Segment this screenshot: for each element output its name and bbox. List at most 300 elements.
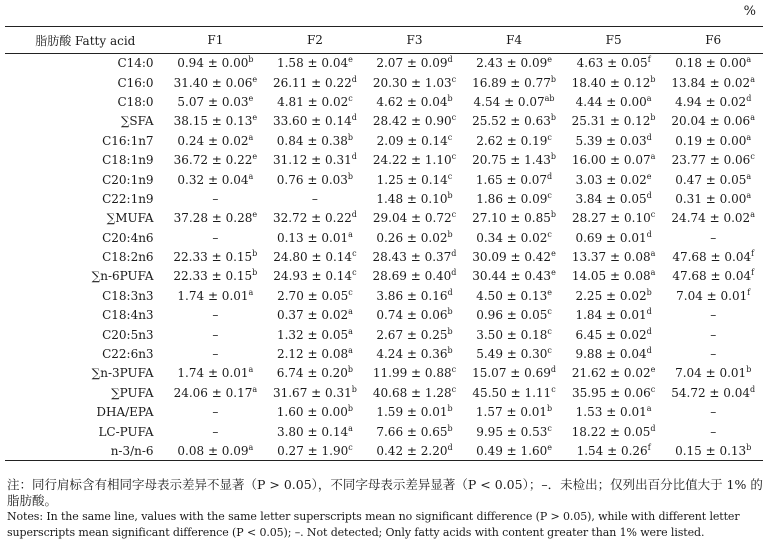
table-cell [265,267,365,286]
cell-value: 45.50 ± 1.11 [472,385,552,400]
cell-value: 4.50 ± 0.13 [476,288,548,303]
significance-letter: b [351,384,357,394]
significance-letter: b [347,404,354,414]
row-label: ∑MUFA [106,211,154,226]
cell-value: – [212,405,219,420]
cell-value: 0.96 ± 0.05 [476,308,548,323]
table-cell [464,209,564,228]
table-cell [166,306,266,325]
table-cell [265,92,365,111]
column-header: F2 [265,27,365,54]
significance-letter: c [547,423,552,433]
significance-letter: a [248,365,254,375]
column-header: F5 [564,27,664,54]
cell-value: 54.72 ± 0.04 [671,385,751,400]
significance-letter: b [252,268,258,278]
significance-letter: d [746,93,752,103]
cell-value: 2.07 ± 0.09 [376,56,448,71]
significance-letter: c [348,93,353,103]
table-cell [564,73,664,92]
cell-value: 0.49 ± 1.60 [476,443,548,458]
table-cell [464,112,564,131]
table-cell [365,344,465,363]
significance-letter: b [447,190,453,200]
cell-value: 15.07 ± 0.69 [472,366,551,381]
cell-value: 6.45 ± 0.02 [575,327,647,342]
table-cell [265,131,365,150]
table-cell [564,441,664,460]
cell-value: 22.33 ± 0.15 [173,250,253,265]
significance-letter: b [347,365,354,375]
significance-letter: e [252,152,258,162]
table-cell [365,189,465,208]
significance-letter: c [547,346,552,356]
table-cell [166,54,266,73]
significance-letter: c [551,384,556,394]
cell-value: – [212,308,219,323]
cell-value: – [212,327,219,342]
significance-letter: c [352,249,357,259]
row-label: C16:0 [117,75,154,90]
table-row [5,344,763,363]
significance-letter: b [447,307,453,317]
table-cell [564,150,664,169]
table-row [5,131,763,150]
table-cell [663,228,763,247]
significance-letter: d [451,249,457,259]
significance-letter: c [447,171,453,181]
significance-letter: a [746,171,752,181]
significance-letter: c [547,132,552,142]
significance-letter: c [451,152,457,162]
table-cell [265,344,365,363]
table-cell [365,54,465,73]
table-cell [166,209,266,228]
cell-value: 1.59 ± 0.01 [376,405,448,420]
cell-value: – [710,308,717,323]
table-cell [564,325,664,344]
cell-value: 29.04 ± 0.72 [372,211,452,226]
table-cell [663,267,763,286]
significance-letter: b [550,210,556,220]
cell-value: 18.40 ± 0.12 [571,75,651,90]
table-cell [166,131,266,150]
cell-value: 3.84 ± 0.05 [575,191,647,206]
significance-letter: e [646,171,652,181]
cell-value: 31.40 ± 0.06 [173,75,253,90]
note-english: Notes: In the same line, values with the same letter superscripts mean no significant difference (P > 0.05), while with different letter superscripts mean significant difference (P < 0.05); –. Not detected; Only fatty acids with content greater than 1% were listed. [7,510,740,539]
cell-value: – [311,191,318,206]
significance-letter: b [252,249,258,259]
table-cell [663,170,763,189]
significance-letter: d [646,190,652,200]
significance-letter: d [447,442,453,452]
significance-letter: b [547,404,553,414]
table-cell [564,403,664,422]
significance-letter: a [252,384,258,394]
cell-value: 0.34 ± 0.02 [476,230,548,245]
cell-value: 47.68 ± 0.04 [672,250,752,265]
table-cell [564,383,664,402]
table-notes [7,477,765,541]
cell-value: 0.94 ± 0.00 [177,56,249,71]
cell-value: 9.95 ± 0.53 [476,424,548,439]
significance-letter: e [547,287,552,297]
table-cell [265,383,365,402]
table-row [5,189,763,208]
table-cell [265,306,365,325]
cell-value: – [710,424,717,439]
cell-value: 1.74 ± 0.01 [177,288,249,303]
table-cell [166,189,266,208]
significance-letter: d [451,268,457,278]
table-cell [365,441,465,460]
cell-value: 24.93 ± 0.14 [273,269,353,284]
table-cell [166,228,266,247]
table-cell [265,170,365,189]
table-cell [166,247,266,266]
cell-value: 2.67 ± 0.25 [376,327,448,342]
table-row [5,267,763,286]
table-cell [166,422,266,441]
significance-letter: d [646,307,652,317]
table-cell [663,325,763,344]
table-cell [166,170,266,189]
significance-letter: c [451,384,457,394]
significance-letter: c [451,113,457,123]
cell-value: 0.26 ± 0.02 [376,230,448,245]
table-row [5,112,763,131]
table-row [5,383,763,402]
note-chinese: 注：同行肩标含有相同字母表示差异不显著（P > 0.05），不同字母表示差异显著（P < 0.05）；–．未检出；仅列出百分比值大于 1% 的脂肪酸。 [7,477,763,508]
table-cell [564,364,664,383]
table-cell [663,344,763,363]
row-label: ∑n-3PUFA [91,366,154,381]
table-cell [365,286,465,305]
table-cell [564,170,664,189]
significance-letter: e [252,210,258,220]
table-cell [564,286,664,305]
significance-letter: a [248,287,254,297]
table-cell [663,189,763,208]
table-cell [166,267,266,286]
cell-value: 1.74 ± 0.01 [177,366,249,381]
unit-label: % [743,4,756,19]
significance-letter: b [447,404,453,414]
table-header-row [5,27,763,54]
significance-letter: a [348,326,353,336]
cell-value: 4.81 ± 0.02 [277,94,349,109]
table-cell [166,364,266,383]
table-cell [166,92,266,111]
cell-value: 1.57 ± 0.01 [475,405,548,420]
cell-value: 4.62 ± 0.04 [376,94,448,109]
table-cell [464,189,564,208]
cell-value: 0.31 ± 0.00 [675,191,747,206]
cell-value: – [212,191,219,206]
table-cell [464,383,564,402]
significance-letter: a [348,423,353,433]
cell-value: 5.49 ± 0.30 [476,347,548,362]
significance-letter: ab [544,93,555,103]
table-cell [464,228,564,247]
cell-value: 4.63 ± 0.05 [576,56,648,71]
cell-value: 28.27 ± 0.10 [571,211,651,226]
cell-value: 0.24 ± 0.02 [177,133,249,148]
table-cell [464,92,564,111]
table-row [5,364,763,383]
significance-letter: b [746,365,752,375]
cell-value: 4.94 ± 0.02 [675,94,747,109]
significance-letter: e [248,93,254,103]
table-cell [663,209,763,228]
row-label: C22:6n3 [102,347,154,362]
significance-letter: c [547,326,552,336]
fatty-acid-table [5,26,763,461]
significance-letter: d [646,132,652,142]
significance-letter: a [650,268,656,278]
cell-value: 31.12 ± 0.31 [272,153,352,168]
cell-value: 2.62 ± 0.19 [476,133,548,148]
significance-letter: d [351,152,357,162]
cell-value: 24.22 ± 1.10 [372,153,452,168]
table-cell [365,403,465,422]
cell-value: 1.86 ± 0.09 [476,191,548,206]
cell-value: 23.77 ± 0.06 [671,153,751,168]
cell-value: 2.12 ± 0.08 [276,347,349,362]
cell-value: – [212,230,219,245]
cell-value: 1.32 ± 0.05 [276,327,349,342]
significance-letter: c [547,307,552,317]
table-cell [663,92,763,111]
table-cell [365,112,465,131]
table-cell [663,131,763,150]
cell-value: 0.69 ± 0.01 [575,230,647,245]
table-cell [166,403,266,422]
significance-letter: c [650,210,656,220]
table-cell [365,73,465,92]
significance-letter: b [347,171,354,181]
significance-letter: e [551,268,556,278]
cell-value: 16.89 ± 0.77 [472,75,551,90]
table-cell [464,306,564,325]
cell-value: 28.69 ± 0.40 [372,269,452,284]
row-label: C18:4n3 [102,308,154,323]
table-cell [365,306,465,325]
significance-letter: d [447,55,453,65]
table-cell [166,441,266,460]
table-cell [464,131,564,150]
significance-letter: c [348,442,353,452]
table-row [5,228,763,247]
significance-letter: a [746,55,752,65]
table-cell [663,286,763,305]
row-label: C18:0 [117,94,154,109]
table-cell [265,441,365,460]
table-cell [464,247,564,266]
table-cell [663,422,763,441]
table-row [5,306,763,325]
significance-letter: d [447,287,453,297]
significance-letter: d [547,171,553,181]
significance-letter: c [451,210,457,220]
cell-value: 18.22 ± 0.05 [571,424,651,439]
significance-letter: a [348,346,353,356]
table-cell [166,383,266,402]
significance-letter: a [348,229,353,239]
table-cell [464,441,564,460]
significance-letter: a [750,210,755,220]
table-cell [365,325,465,344]
table-cell [464,73,564,92]
significance-letter: e [650,365,656,375]
significance-letter: b [447,93,453,103]
significance-letter: e [547,55,552,65]
table-row [5,170,763,189]
cell-value: 2.43 ± 0.09 [476,56,548,71]
significance-letter: b [650,113,656,123]
cell-value: 0.08 ± 0.09 [177,443,249,458]
table-cell [265,403,365,422]
cell-value: 3.03 ± 0.02 [575,172,647,187]
significance-letter: f [647,442,651,452]
significance-letter: b [447,229,453,239]
cell-value: 25.31 ± 0.12 [571,114,651,129]
cell-value: 0.32 ± 0.04 [177,172,249,187]
cell-value: 31.67 ± 0.31 [272,385,352,400]
table-cell [564,247,664,266]
table-cell [663,150,763,169]
cell-value: 30.09 ± 0.42 [472,250,552,265]
cell-value: 37.28 ± 0.28 [173,211,253,226]
cell-value: 0.18 ± 0.00 [675,56,747,71]
cell-value: 3.86 ± 0.16 [376,288,448,303]
significance-letter: b [447,346,453,356]
significance-letter: f [751,249,755,259]
table-row [5,209,763,228]
cell-value: – [212,424,219,439]
table-cell [663,364,763,383]
significance-letter: b [447,423,453,433]
cell-value: 1.65 ± 0.07 [475,172,548,187]
cell-value: 20.30 ± 1.03 [372,75,452,90]
table-row [5,422,763,441]
significance-letter: a [646,93,652,103]
table-cell [464,170,564,189]
row-label: C14:0 [117,56,154,71]
cell-value: 1.48 ± 0.10 [376,191,448,206]
significance-letter: b [550,113,556,123]
table-row [5,150,763,169]
table-body [5,54,763,461]
table-cell [564,131,664,150]
table-cell [365,131,465,150]
significance-letter: c [352,268,357,278]
table-cell [365,247,465,266]
cell-value: – [710,230,717,245]
cell-value: 5.07 ± 0.03 [177,94,249,109]
cell-value: – [710,405,717,420]
cell-value: 25.52 ± 0.63 [472,114,551,129]
table-cell [166,325,266,344]
table-row [5,54,763,73]
significance-letter: d [351,74,357,84]
cell-value: 24.74 ± 0.02 [671,211,751,226]
significance-letter: a [750,113,755,123]
cell-value: 0.84 ± 0.38 [276,133,348,148]
cell-value: – [710,327,717,342]
cell-value: 36.72 ± 0.22 [173,153,253,168]
significance-letter: e [252,74,258,84]
table-cell [265,209,365,228]
cell-value: 2.25 ± 0.02 [575,288,647,303]
table-cell [365,422,465,441]
table-cell [166,73,266,92]
table-cell [564,92,664,111]
significance-letter: b [347,132,354,142]
cell-value: 47.68 ± 0.04 [672,269,752,284]
table-cell [663,73,763,92]
table-cell [166,344,266,363]
cell-value: 0.13 ± 0.01 [276,230,349,245]
table-cell [365,92,465,111]
row-label: C20:5n3 [102,327,154,342]
table-cell [564,112,664,131]
cell-value: 20.04 ± 0.06 [671,114,751,129]
cell-value: 1.53 ± 0.01 [575,405,647,420]
table-cell [365,364,465,383]
row-label: C18:3n3 [102,288,154,303]
cell-value: 3.80 ± 0.14 [276,424,349,439]
table-cell [564,189,664,208]
cell-value: 1.58 ± 0.04 [276,56,349,71]
table-cell [564,422,664,441]
significance-letter: c [547,190,552,200]
table-cell [464,364,564,383]
column-header: F4 [464,27,564,54]
table-cell [166,150,266,169]
significance-letter: c [650,384,656,394]
table-cell [365,150,465,169]
row-label: ∑SFA [120,114,154,129]
cell-value: 0.42 ± 2.20 [376,443,448,458]
cell-value: 28.42 ± 0.90 [372,114,452,129]
table-cell [464,344,564,363]
cell-value: – [212,347,219,362]
table-cell [365,228,465,247]
table-cell [265,112,365,131]
table-cell [564,267,664,286]
table-cell [464,150,564,169]
significance-letter: d [750,384,756,394]
cell-value: 5.39 ± 0.03 [575,133,647,148]
table-cell [564,54,664,73]
cell-value: 6.74 ± 0.20 [276,366,348,381]
table-cell [564,209,664,228]
cell-value: 0.37 ± 0.02 [276,308,349,323]
cell-value: 2.09 ± 0.14 [376,133,448,148]
significance-letter: b [650,74,656,84]
table-cell [265,364,365,383]
cell-value: 26.11 ± 0.22 [272,75,352,90]
row-label: ∑n-6PUFA [91,269,154,284]
significance-letter: e [547,442,552,452]
table-cell [265,286,365,305]
cell-value: 40.68 ± 1.28 [372,385,452,400]
cell-value: 1.60 ± 0.00 [276,405,348,420]
table-cell [464,403,564,422]
table-cell [265,228,365,247]
